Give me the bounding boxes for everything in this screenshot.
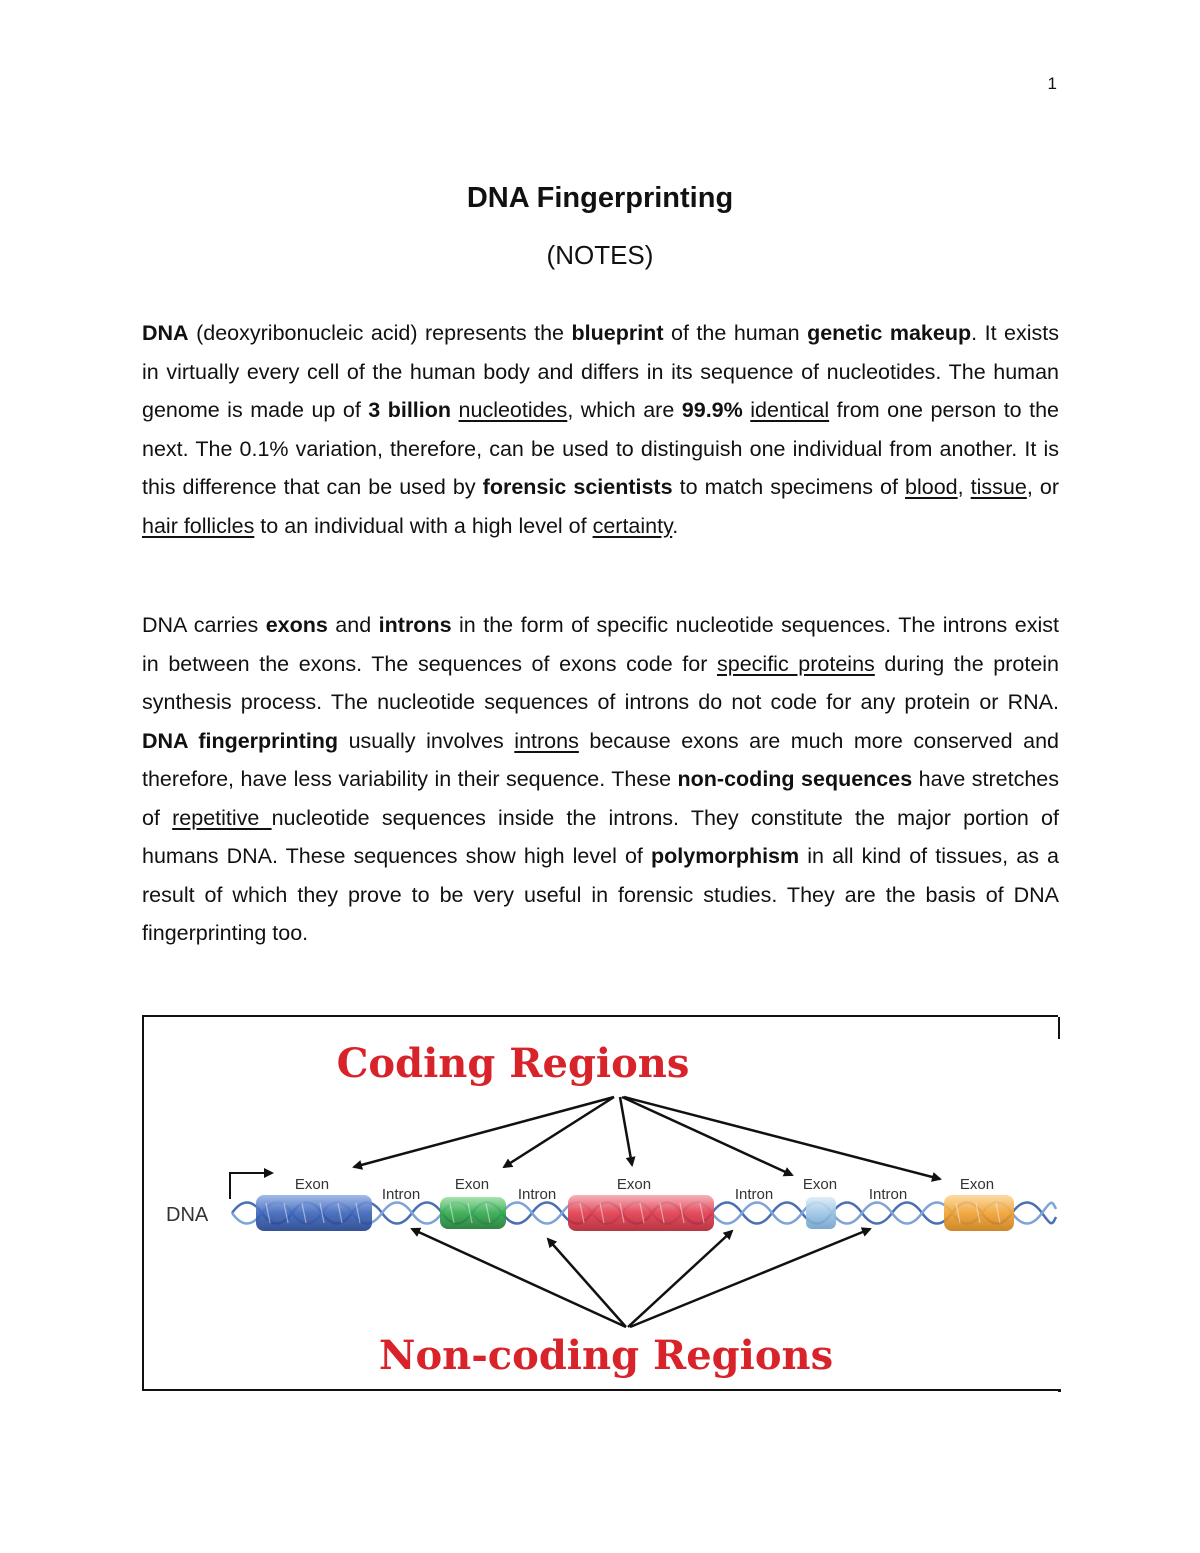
intron-label-2: Intron <box>517 1186 557 1203</box>
noncoding-arrow-3 <box>628 1231 732 1327</box>
coding-arrow-2 <box>504 1097 614 1167</box>
noncoding-arrow-1 <box>412 1229 626 1327</box>
noncoding-arrows <box>412 1229 870 1327</box>
noncoding-arrow-2 <box>548 1239 626 1327</box>
exon-label-5: Exon <box>959 1176 995 1193</box>
coding-regions-figure <box>142 1015 1058 1391</box>
coding-arrows <box>354 1097 940 1179</box>
exon-block-4 <box>806 1197 836 1229</box>
figure-border-tick <box>1058 1017 1060 1039</box>
page-number: 1 <box>1047 74 1057 93</box>
coding-arrow-1 <box>354 1097 614 1167</box>
noncoding-regions-title: Non-coding Regions <box>378 1332 834 1379</box>
intron-label-4: Intron <box>868 1186 908 1203</box>
document-title: DNA Fingerprinting <box>466 182 734 214</box>
exon-label-1: Exon <box>294 1176 330 1193</box>
dna-label: DNA <box>166 1204 209 1226</box>
exon-label-2: Exon <box>454 1176 490 1193</box>
noncoding-arrow-4 <box>630 1229 870 1327</box>
exon-block-2 <box>440 1197 506 1229</box>
figure-border-corner <box>1058 1389 1061 1392</box>
coding-arrow-3 <box>620 1097 632 1165</box>
intron-label-1: Intron <box>381 1186 421 1203</box>
coding-regions-title: Coding Regions <box>336 1040 690 1087</box>
exon-block-5 <box>944 1195 1014 1231</box>
exon-block-1 <box>256 1195 372 1231</box>
document-subtitle: (NOTES) <box>546 240 654 270</box>
paragraph-exons-introns: DNA carries exons and introns in the form of specific nucleotide sequences. The introns exist in between the exons. The sequences of exons code for specific proteins during the protein synthesis process. The nucleotide sequences of introns do not code for any protein or RNA. DNA fingerprinting usually involves introns because exons are much more conserved and therefore, have less variability in their sequence. These non-coding sequences have stretches of repetitive nucleotide sequences inside the introns. They constitute the major portion of humans DNA. These sequences show high level of polymorphism in all kind of tissues, as a result of which they prove to be very useful in forensic studies. They are the basis of DNA fingerprinting too. <box>142 613 1060 945</box>
dna-regions-diagram <box>144 1017 1058 1389</box>
exon-label-4: Exon <box>802 1176 838 1193</box>
coding-arrow-5 <box>624 1097 940 1179</box>
coding-arrow-4 <box>622 1097 792 1175</box>
exon-label-3: Exon <box>616 1176 652 1193</box>
paragraph-dna-intro: DNA (deoxyribonucleic acid) represents the blueprint of the human genetic makeup. It exists in virtually every cell of the human body and differs in its sequence of nucleotides. The human genome is made up of 3 billion nucleotides, which are 99.9% identical from one person to the next. The 0.1% variation, therefore, can be used to distinguish one individual from another. It is this difference that can be used by forensic scientists to match specimens of blood, tissue, or hair follicles to an individual with a high level of certainty. <box>142 321 1060 538</box>
intron-label-3: Intron <box>734 1186 774 1203</box>
exon-block-3 <box>568 1195 714 1231</box>
